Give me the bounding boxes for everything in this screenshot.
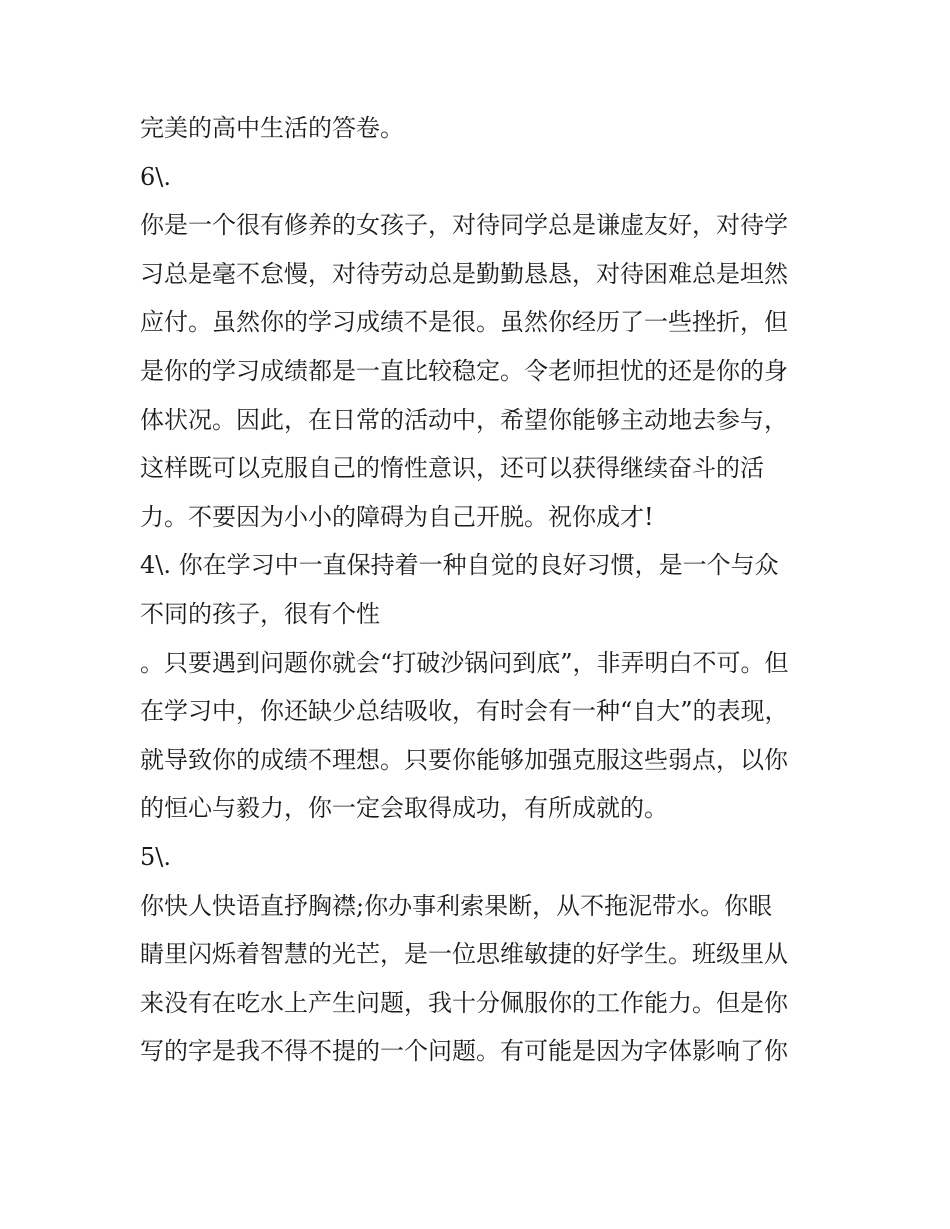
text-line: 完美的高中生活的答卷。 xyxy=(140,114,404,142)
text-line: 力。不要因为小小的障碍为自己开脱。祝你成才! xyxy=(140,502,654,531)
text-line: 你快人快语直抒胸襟;你办事利索果断，从不拖泥带水。你眼 xyxy=(140,891,773,920)
text-line: 来没有在吃水上产生问题，我十分佩服你的工作能力。但是你 xyxy=(140,988,788,1017)
text-line: 睛里闪烁着智慧的光芒，是一位思维敏捷的好学生。班级里从 xyxy=(140,940,788,969)
text-line: 这样既可以克服自己的惰性意识，还可以获得继续奋斗的活 xyxy=(140,454,764,483)
text-line: 就导致你的成绩不理想。只要你能够加强克服这些弱点，以你 xyxy=(140,745,788,774)
text-line: 在学习中，你还缺少总结吸收，有时会有一种“自大”的表现， xyxy=(140,697,789,726)
text-line: 4\. 你在学习中一直保持着一种自觉的良好习惯，是一个与众 xyxy=(140,551,779,580)
text-line: 。只要遇到问题你就会“打破沙锅问到底”，非弄明白不可。但 xyxy=(140,648,789,677)
text-line: 的恒心与毅力，你一定会取得成功，有所成就的。 xyxy=(140,794,668,823)
text-line: 不同的孩子，很有个性 xyxy=(140,599,380,628)
text-line: 是你的学习成绩都是一直比较稳定。令老师担忧的还是你的身 xyxy=(140,356,788,385)
body-text xyxy=(140,104,820,1076)
text-line: 应付。虽然你的学习成绩不是很。虽然你经历了一些挫折，但 xyxy=(140,308,788,337)
text-line: 体状况。因此，在日常的活动中，希望你能够主动地去参与， xyxy=(140,405,788,434)
text-line: 你是一个很有修养的女孩子，对待同学总是谦虚友好，对待学 xyxy=(140,211,788,240)
text-line: 习总是毫不怠慢，对待劳动总是勤勤恳恳，对待困难总是坦然 xyxy=(140,259,788,288)
text-line: 写的字是我不得不提的一个问题。有可能是因为字体影响了你 xyxy=(140,1037,788,1066)
section-number: 5\. xyxy=(140,842,171,871)
section-number: 6\. xyxy=(140,162,171,191)
